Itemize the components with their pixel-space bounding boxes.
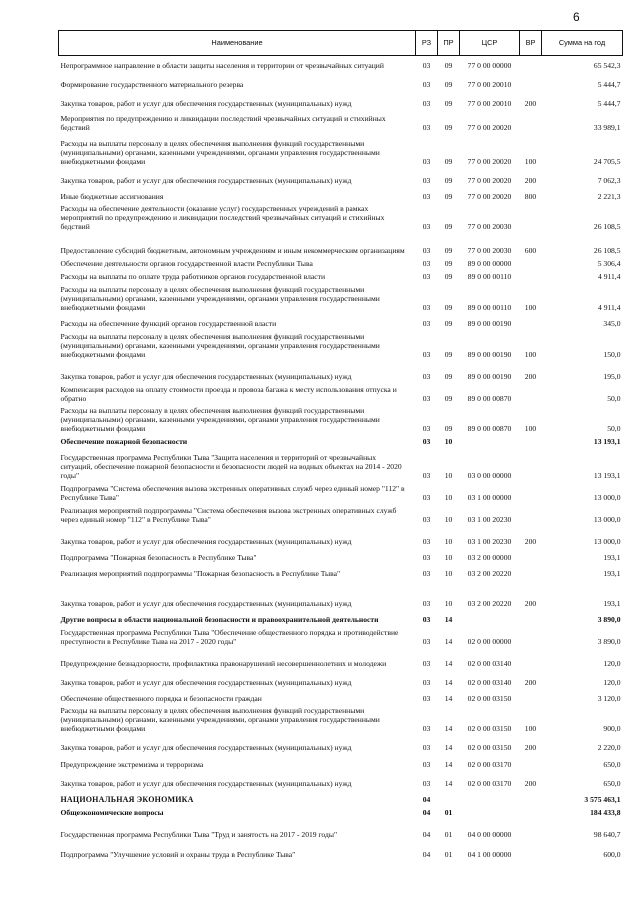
row-pr: 09 xyxy=(444,79,453,89)
row-sum: 650,0 xyxy=(603,759,621,769)
row-vr xyxy=(520,754,542,771)
row-sum: 4 911,4 xyxy=(598,271,621,281)
row-rz: 03 xyxy=(422,271,431,281)
row-pr: 14 xyxy=(444,778,453,788)
row-csr: 04 1 00 00000 xyxy=(467,849,512,859)
table-row xyxy=(59,233,623,257)
row-sum: 120,0 xyxy=(603,658,621,668)
row-vr xyxy=(520,689,542,705)
row-pr: 09 xyxy=(444,302,453,312)
row-vr: 200 xyxy=(524,175,537,185)
row-sum: 193,1 xyxy=(603,552,621,562)
row-vr: 800 xyxy=(524,191,537,201)
row-vr xyxy=(520,72,542,91)
row-csr: 02 0 00 03170 xyxy=(467,778,512,788)
row-rz: 03 xyxy=(422,742,431,752)
row-rz: 03 xyxy=(422,568,431,578)
row-csr: 77 0 00 20030 xyxy=(467,245,512,255)
row-rz: 03 xyxy=(422,318,431,328)
row-vr: 200 xyxy=(524,98,537,108)
row-csr: 03 2 00 20220 xyxy=(467,568,512,578)
row-csr: 77 0 00 20020 xyxy=(467,156,512,166)
row-name: Расходы на выплаты персоналу в целях обеспечения выполнения функций государственными (муниципальными) органами, казенными учреждениями, органами управления государственными внебюджетными фондами xyxy=(60,331,380,359)
row-name: Расходы на выплаты персоналу в целях обеспечения выполнения функций государственными (муниципальными) органами, казенными учреждениями, органами управления государственными внебюджетными фондами xyxy=(60,405,380,433)
row-csr: 02 0 00 03150 xyxy=(467,742,512,752)
row-pr: 01 xyxy=(444,829,453,839)
row-csr: 89 0 00 00110 xyxy=(467,302,512,312)
row-sum: 24 705,5 xyxy=(593,156,621,166)
row-rz: 03 xyxy=(422,98,431,108)
row-csr: 02 0 00 00000 xyxy=(467,636,512,646)
row-csr: 02 0 00 03170 xyxy=(467,759,512,769)
row-csr: 77 0 00 20010 xyxy=(467,98,512,108)
table-row xyxy=(59,91,623,110)
table-row xyxy=(59,754,623,771)
row-vr xyxy=(520,504,542,526)
row-csr: 77 0 00 20020 xyxy=(467,175,512,185)
row-csr: 03 1 00 20230 xyxy=(467,536,512,546)
row-rz: 04 xyxy=(422,794,431,804)
row-rz: 03 xyxy=(422,759,431,769)
row-name: Закупка товаров, работ и услуг для обеспечения государственных (муниципальных) нужд xyxy=(60,175,352,185)
row-rz: 03 xyxy=(422,598,431,608)
row-rz: 03 xyxy=(422,677,431,687)
row-sum: 3 890,0 xyxy=(597,614,621,624)
table-header-row xyxy=(59,31,623,56)
row-pr: 09 xyxy=(444,271,453,281)
table-row xyxy=(59,580,623,610)
row-rz: 03 xyxy=(422,79,431,89)
table-row xyxy=(59,705,623,735)
row-pr: 09 xyxy=(444,371,453,381)
row-vr: 100 xyxy=(524,156,537,166)
row-rz: 03 xyxy=(422,723,431,733)
row-csr: 03 2 00 20220 xyxy=(467,598,512,608)
row-csr: 89 0 00 00110 xyxy=(467,271,512,281)
row-name: Расходы на обеспечение функций органов государственной власти xyxy=(60,318,277,328)
row-sum: 13 000,0 xyxy=(593,492,621,502)
row-sum: 600,0 xyxy=(603,849,621,859)
row-vr xyxy=(520,548,542,564)
row-pr: 09 xyxy=(444,98,453,108)
row-sum: 5 306,4 xyxy=(597,258,621,268)
row-sum: 13 193,1 xyxy=(593,436,621,446)
row-csr: 03 1 00 00000 xyxy=(467,492,512,502)
row-rz: 03 xyxy=(422,371,431,381)
row-name: Расходы на обеспечение деятельности (оказание услуг) государственных учреждений в рамках мероприятий по предупреждению и ликвидации последствий чрезвычайных ситуаций и стихийных бедствий xyxy=(60,203,385,231)
row-pr: 09 xyxy=(444,245,453,255)
row-pr: 14 xyxy=(444,677,453,687)
row-sum: 7 062,3 xyxy=(597,175,621,185)
table-row xyxy=(59,283,623,314)
row-sum: 5 444,7 xyxy=(597,98,621,108)
row-pr: 10 xyxy=(444,552,453,562)
header-name: Наименование xyxy=(59,31,416,56)
row-rz: 03 xyxy=(422,423,431,433)
row-vr xyxy=(520,257,542,270)
row-sum: 26 108,5 xyxy=(593,245,621,255)
row-pr: 09 xyxy=(444,423,453,433)
row-sum: 2 221,3 xyxy=(597,191,621,201)
row-csr: 77 0 00 20020 xyxy=(467,122,512,132)
row-vr xyxy=(520,383,542,405)
row-pr: 09 xyxy=(444,175,453,185)
table-row xyxy=(59,648,623,670)
row-sum: 13 193,1 xyxy=(593,470,621,480)
row-rz: 03 xyxy=(422,175,431,185)
row-csr: 02 0 00 03140 xyxy=(467,658,512,668)
row-name: Иные бюджетные ассигнования xyxy=(60,191,164,201)
row-name: Расходы на выплаты по оплате труда работников органов государственной власти xyxy=(60,271,326,281)
row-rz: 03 xyxy=(422,658,431,668)
row-vr xyxy=(520,626,542,648)
row-pr: 01 xyxy=(444,807,453,817)
row-rz: 03 xyxy=(422,536,431,546)
row-name: Мероприятия по предупреждению и ликвидации последствий чрезвычайных ситуаций и стихийных бедствий xyxy=(60,113,386,132)
row-name: Реализация мероприятий подпрограммы "Система обеспечения вызова экстренных оперативных служб через единый номер "112" в Республике Тыва" xyxy=(60,505,397,524)
row-sum: 193,1 xyxy=(603,568,621,578)
row-vr xyxy=(520,564,542,580)
row-rz: 03 xyxy=(422,156,431,166)
row-rz: 03 xyxy=(422,436,431,446)
row-csr: 89 0 00 00190 xyxy=(467,371,512,381)
table-row xyxy=(59,314,623,330)
row-sum: 98 640,7 xyxy=(593,829,621,839)
row-name: Закупка товаров, работ и услуг для обеспечения государственных (муниципальных) нужд xyxy=(60,778,352,788)
row-vr: 600 xyxy=(524,245,537,255)
row-rz: 03 xyxy=(422,191,431,201)
row-vr xyxy=(520,806,542,819)
row-sum: 3 890,0 xyxy=(597,636,621,646)
row-csr xyxy=(460,806,520,819)
table-row xyxy=(59,383,623,405)
table-body xyxy=(59,56,623,861)
row-vr xyxy=(520,314,542,330)
row-rz: 03 xyxy=(422,552,431,562)
row-vr xyxy=(520,819,542,841)
row-rz: 03 xyxy=(422,60,431,70)
row-rz: 03 xyxy=(422,778,431,788)
row-csr: 04 0 00 00000 xyxy=(467,829,512,839)
row-vr xyxy=(520,841,542,861)
row-sum: 345,0 xyxy=(603,318,621,328)
row-vr: 100 xyxy=(524,302,537,312)
row-sum: 900,0 xyxy=(603,723,621,733)
row-name: Расходы на выплаты персоналу в целях обеспечения выполнения функций государственными (муниципальными) органами, казенными учреждениями, органами управления государственными внебюджетными фондами xyxy=(60,284,380,312)
row-name: Компенсация расходов на оплату стоимости проезда и провоза багажа к месту использования отпуска и обратно xyxy=(60,384,397,403)
row-sum: 50,0 xyxy=(607,393,621,403)
row-sum: 13 000,0 xyxy=(593,536,621,546)
row-csr: 89 0 00 00190 xyxy=(467,318,512,328)
table-row xyxy=(59,841,623,861)
table-row xyxy=(59,187,623,203)
row-rz: 04 xyxy=(422,849,431,859)
row-sum: 33 989,1 xyxy=(593,122,621,132)
row-sum: 3 575 463,1 xyxy=(584,794,621,804)
row-pr: 09 xyxy=(444,156,453,166)
row-csr: 89 0 00 00190 xyxy=(467,349,512,359)
row-pr: 10 xyxy=(444,598,453,608)
row-vr xyxy=(520,610,542,626)
table-row xyxy=(59,270,623,283)
row-name: Закупка товаров, работ и услуг для обеспечения государственных (муниципальных) нужд xyxy=(60,742,352,752)
row-sum: 50,0 xyxy=(607,423,621,433)
row-pr: 10 xyxy=(444,492,453,502)
row-vr xyxy=(520,270,542,283)
header-pr: ПР xyxy=(438,31,460,56)
row-name: Государственная программа Республики Тыва "Защита населения и территорий от чрезвычайных ситуаций, обеспечение пожарной безопасности и безопасности людей на водных объектах на 2014 - 2020 годы" xyxy=(60,452,402,480)
row-csr: 02 0 00 03150 xyxy=(467,723,512,733)
row-csr: 77 0 00 20030 xyxy=(467,221,512,231)
row-rz: 03 xyxy=(422,258,431,268)
row-name: Расходы на выплаты персоналу в целях обеспечения выполнения функций государственными (муниципальными) органами, казенными учреждениями, органами управления государственными внебюджетными фондами xyxy=(60,138,380,166)
row-rz: 03 xyxy=(422,349,431,359)
table-row xyxy=(59,610,623,626)
row-pr: 14 xyxy=(444,636,453,646)
row-rz: 03 xyxy=(422,514,431,524)
row-name: НАЦИОНАЛЬНАЯ ЭКОНОМИКА xyxy=(60,795,194,805)
row-csr xyxy=(460,435,520,448)
row-csr xyxy=(460,610,520,626)
row-name: Закупка товаров, работ и услуг для обеспечения государственных (муниципальных) нужд xyxy=(60,98,352,108)
row-vr: 200 xyxy=(524,778,537,788)
row-pr: 14 xyxy=(444,759,453,769)
row-vr xyxy=(520,648,542,670)
row-csr: 02 0 00 03150 xyxy=(467,693,512,703)
row-name: Обеспечение деятельности органов государственной власти Республики Тыва xyxy=(60,258,313,268)
row-sum: 65 542,3 xyxy=(593,60,621,70)
row-pr: 09 xyxy=(444,191,453,201)
row-pr: 14 xyxy=(444,723,453,733)
row-csr: 77 0 00 20020 xyxy=(467,191,512,201)
row-csr: 03 0 00 00000 xyxy=(467,470,512,480)
row-pr: 09 xyxy=(444,122,453,132)
row-csr: 03 1 00 20230 xyxy=(467,514,512,524)
row-rz: 03 xyxy=(422,693,431,703)
row-pr: 10 xyxy=(444,568,453,578)
table-row xyxy=(59,735,623,754)
table-row xyxy=(59,257,623,270)
table-row xyxy=(59,361,623,383)
row-pr: 09 xyxy=(444,318,453,328)
row-pr: 09 xyxy=(444,349,453,359)
row-vr: 200 xyxy=(524,742,537,752)
row-sum: 184 433,8 xyxy=(590,807,621,817)
row-pr: 10 xyxy=(444,436,453,446)
table-row xyxy=(59,819,623,841)
row-name: Подпрограмма "Улучшение условий и охраны труда в Республике Тыва" xyxy=(60,849,296,859)
table-row xyxy=(59,504,623,526)
table-row xyxy=(59,790,623,806)
row-name: Закупка товаров, работ и услуг для обеспечения государственных (муниципальных) нужд xyxy=(60,371,352,381)
row-sum: 650,0 xyxy=(603,778,621,788)
row-rz: 03 xyxy=(422,492,431,502)
table-row xyxy=(59,771,623,790)
row-rz: 04 xyxy=(422,829,431,839)
row-name: Закупка товаров, работ и услуг для обеспечения государственных (муниципальных) нужд xyxy=(60,536,352,546)
row-pr: 09 xyxy=(444,60,453,70)
row-name: Закупка товаров, работ и услуг для обеспечения государственных (муниципальных) нужд xyxy=(60,598,352,608)
row-rz: 03 xyxy=(422,221,431,231)
row-sum: 150,0 xyxy=(603,349,621,359)
row-csr xyxy=(460,790,520,806)
row-name: Предоставление субсидий бюджетным, автономным учреждениям и иным некоммерческим организациям xyxy=(60,245,405,255)
header-sum: Сумма на год xyxy=(542,31,623,56)
header-rz: РЗ xyxy=(416,31,438,56)
row-rz: 03 xyxy=(422,245,431,255)
table-row xyxy=(59,448,623,482)
row-name: Общеэкономические вопросы xyxy=(60,807,164,817)
table-row xyxy=(59,168,623,187)
row-vr: 100 xyxy=(524,423,537,433)
row-name: Подпрограмма "Пожарная безопасность в Республике Тыва" xyxy=(60,552,257,562)
table-row xyxy=(59,482,623,504)
row-sum: 4 911,4 xyxy=(598,302,621,312)
row-name: Другие вопросы в области национальной безопасности и правоохранительной деятельности xyxy=(60,614,379,624)
row-pr: 10 xyxy=(444,514,453,524)
row-vr: 200 xyxy=(524,598,537,608)
table-row xyxy=(59,626,623,648)
row-rz: 03 xyxy=(422,614,431,624)
row-sum: 193,1 xyxy=(603,598,621,608)
row-pr: 10 xyxy=(444,536,453,546)
row-csr: 02 0 00 03140 xyxy=(467,677,512,687)
row-name: Государственная программа Республики Тыва "Труд и занятость на 2017 - 2019 годы" xyxy=(60,829,338,839)
row-vr xyxy=(520,790,542,806)
row-vr: 200 xyxy=(524,677,537,687)
row-pr: 01 xyxy=(444,849,453,859)
row-csr: 89 0 00 00000 xyxy=(467,258,512,268)
table-row xyxy=(59,56,623,72)
table-row xyxy=(59,134,623,168)
table-row xyxy=(59,548,623,564)
row-csr: 77 0 00 20010 xyxy=(467,79,512,89)
row-rz: 04 xyxy=(422,807,431,817)
row-pr: 14 xyxy=(444,693,453,703)
row-name: Государственная программа Республики Тыва "Обеспечение общественного порядка и противодействие преступности в Республике Тыва на 2017 - 2020 годы" xyxy=(60,627,399,646)
row-vr xyxy=(520,448,542,482)
row-name: Обеспечение пожарной безопасности xyxy=(60,436,188,446)
row-pr: 14 xyxy=(444,742,453,752)
budget-table xyxy=(58,30,623,861)
row-rz: 03 xyxy=(422,302,431,312)
row-sum: 120,0 xyxy=(603,677,621,687)
table-row xyxy=(59,435,623,448)
table-row xyxy=(59,564,623,580)
row-vr: 100 xyxy=(524,723,537,733)
row-pr: 14 xyxy=(444,658,453,668)
row-sum: 13 000,0 xyxy=(593,514,621,524)
row-vr xyxy=(520,482,542,504)
row-vr xyxy=(520,435,542,448)
row-pr: 14 xyxy=(444,614,453,624)
row-sum: 195,0 xyxy=(603,371,621,381)
table-row xyxy=(59,72,623,91)
row-pr: 09 xyxy=(444,393,453,403)
row-name: Подпрограмма "Система обеспечения вызова экстренных оперативных служб через единый номер "112" в Республике Тыва" xyxy=(60,483,405,502)
row-name: Непрограммное направление в области защиты населения и территории от чрезвычайных ситуаций xyxy=(60,60,384,70)
row-name: Реализация мероприятий подпрограммы "Пожарная безопасность в Республике Тыва" xyxy=(60,568,341,578)
page-number: 6 xyxy=(573,10,580,24)
row-sum: 26 108,5 xyxy=(593,221,621,231)
row-vr xyxy=(520,110,542,134)
row-name: Предупреждение экстремизма и терроризма xyxy=(60,759,204,769)
row-name: Предупреждение безнадзорности, профилактика правонарушений несовершеннолетних и молодежи xyxy=(60,658,387,668)
row-name: Обеспечение общественного порядка и безопасности граждан xyxy=(60,693,262,703)
row-csr: 89 0 00 00870 xyxy=(467,423,512,433)
table-row xyxy=(59,806,623,819)
row-vr xyxy=(520,56,542,72)
row-pr: 09 xyxy=(444,221,453,231)
table-row xyxy=(59,330,623,361)
row-sum: 2 220,0 xyxy=(597,742,621,752)
header-vr: ВР xyxy=(520,31,542,56)
row-rz: 03 xyxy=(422,122,431,132)
row-pr: 10 xyxy=(444,470,453,480)
row-name: Формирование государственного материального резерва xyxy=(60,79,244,89)
row-csr: 77 0 00 00000 xyxy=(467,60,512,70)
row-vr: 200 xyxy=(524,536,537,546)
table-row xyxy=(59,526,623,548)
row-vr xyxy=(520,203,542,233)
table-row xyxy=(59,110,623,134)
table-row xyxy=(59,689,623,705)
row-csr: 03 2 00 00000 xyxy=(467,552,512,562)
table-row xyxy=(59,670,623,689)
row-rz: 03 xyxy=(422,393,431,403)
row-rz: 03 xyxy=(422,470,431,480)
row-csr: 89 0 00 00870 xyxy=(467,393,512,403)
table-row xyxy=(59,405,623,435)
row-sum: 5 444,7 xyxy=(597,79,621,89)
row-pr: 09 xyxy=(444,258,453,268)
row-name: Расходы на выплаты персоналу в целях обеспечения выполнения функций государственными (муниципальными) органами, казенными учреждениями, органами управления государственными внебюджетными фондами xyxy=(60,705,380,733)
table-row xyxy=(59,203,623,233)
row-vr: 200 xyxy=(524,371,537,381)
row-pr xyxy=(438,790,460,806)
header-csr: ЦСР xyxy=(460,31,520,56)
row-vr: 100 xyxy=(524,349,537,359)
row-name: Закупка товаров, работ и услуг для обеспечения государственных (муниципальных) нужд xyxy=(60,677,352,687)
row-sum: 3 120,0 xyxy=(597,693,621,703)
row-rz: 03 xyxy=(422,636,431,646)
